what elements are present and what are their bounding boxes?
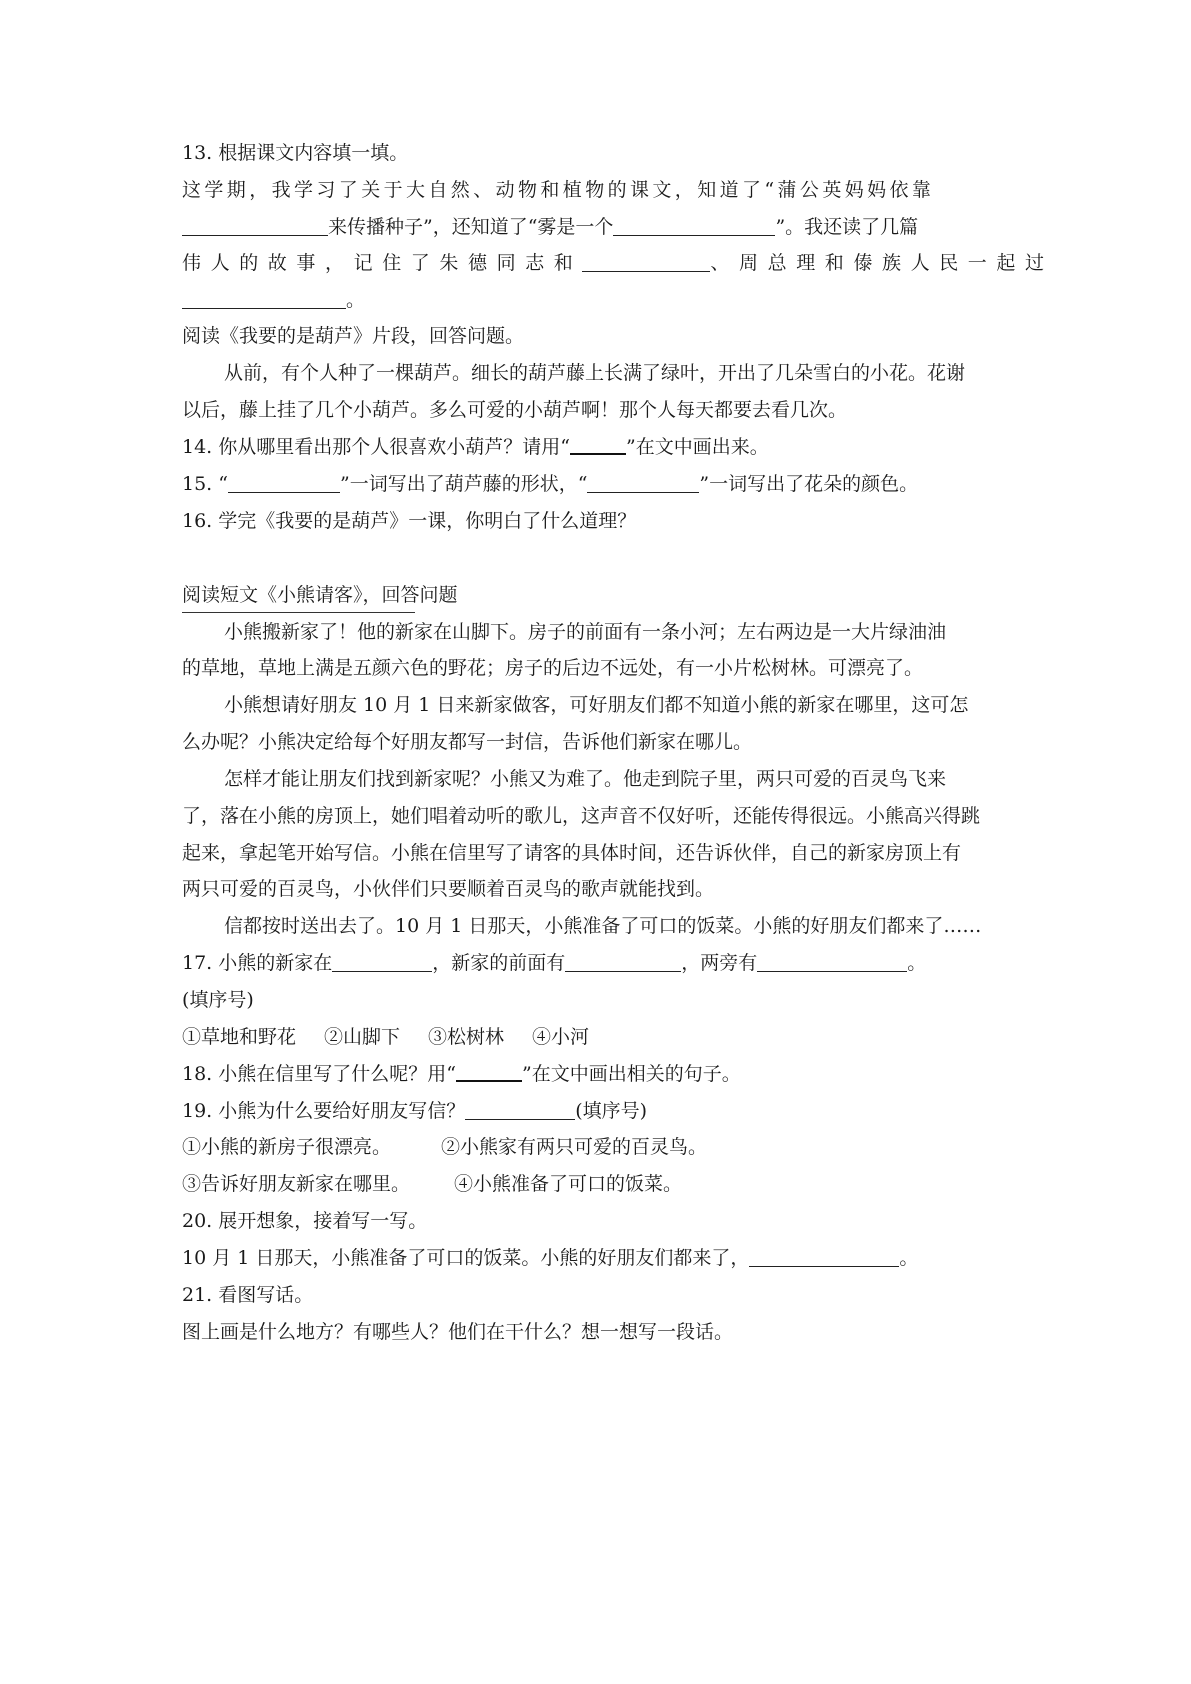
q13-line1: 这学期，我学习了关于大自然、动物和植物的课文，知道了“蒲公英妈妈依靠	[182, 179, 935, 201]
q17-text: ，新家的前面有	[432, 952, 566, 974]
q15-text: 15. “	[182, 473, 228, 495]
option: ①草地和野花	[182, 1026, 297, 1048]
q21-title: 21. 看图写话。	[182, 1284, 314, 1306]
q17-text: 。	[907, 952, 927, 974]
q14-text: ”在文中画出来。	[625, 436, 769, 458]
q15	[182, 472, 918, 496]
q13-text: ”。我还读了几篇	[775, 216, 919, 238]
q15-text: ”一词写出了葫芦藤的形状，“	[339, 473, 588, 495]
answer-blank[interactable]	[565, 953, 681, 972]
reading2-intro: 阅读短文《小熊请客》，回答问题	[182, 584, 458, 606]
q19	[182, 1099, 647, 1123]
answer-blank[interactable]	[182, 290, 346, 309]
q20-text: 。	[899, 1247, 919, 1269]
q20-line	[182, 1246, 918, 1270]
answer-blank[interactable]	[587, 474, 699, 493]
reading2-para3-cont: 两只可爱的百灵鸟，小伙伴们只要顺着百灵鸟的歌声就能找到。	[182, 878, 715, 900]
reading2-para1: 小熊搬新家了！他的新家在山脚下。房子的前面有一条小河；左右两边是一大片绿油油	[224, 621, 947, 643]
answer-blank[interactable]	[757, 953, 907, 972]
q17-text: ，两旁有	[681, 952, 758, 974]
q13-line2	[182, 215, 918, 239]
q17-hint: (填序号)	[182, 989, 254, 1011]
q18	[182, 1062, 741, 1086]
underline-sample	[456, 1062, 522, 1082]
reading1-para2: 以后，藤上挂了几个小葫芦。多么可爱的小葫芦啊！那个人每天都要去看几次。	[182, 399, 848, 421]
reading2-para2-cont: 么办呢？小熊决定给每个好朋友都写一封信，告诉他们新家在哪儿。	[182, 731, 753, 753]
q13-line4	[182, 288, 365, 312]
answer-blank[interactable]	[749, 1248, 899, 1267]
q19-text: 19. 小熊为什么要给好朋友写信？	[182, 1100, 466, 1122]
option: ②山脚下	[324, 1026, 401, 1048]
q14-text: 14. 你从哪里看出那个人很喜欢小葫芦？请用“	[182, 436, 570, 458]
q17	[182, 951, 926, 975]
underline-sample	[570, 435, 626, 455]
option: ③松树林	[428, 1026, 505, 1048]
answer-blank[interactable]	[465, 1101, 575, 1120]
q15-text: ”一词写出了花朵的颜色。	[699, 473, 919, 495]
answer-blank[interactable]	[228, 474, 340, 493]
reading2-para3: 怎样才能让朋友们找到新家呢？小熊又为难了。他走到院子里，两只可爱的百灵鸟飞来	[224, 768, 947, 790]
reading2-para2: 小熊想请好朋友 10 月 1 日来新家做客，可好朋友们都不知道小熊的新家在哪里，这可怎	[224, 694, 969, 716]
q13-text: 、周总理和傣族人民一起过	[710, 252, 1054, 274]
option: ④小河	[532, 1026, 590, 1048]
q18-text: 18. 小熊在信里写了什么呢？用“	[182, 1063, 456, 1085]
q13-text: 。	[346, 289, 366, 311]
reading2-para1-cont: 的草地，草地上满是五颜六色的野花；房子的后边不远处，有一小片松树林。可漂亮了。	[182, 657, 924, 679]
q13-line3	[182, 251, 1054, 275]
option: ②小熊家有两只可爱的百灵鸟。	[441, 1136, 708, 1158]
q13-title: 13. 根据课文内容填一填。	[182, 142, 409, 164]
q20-title: 20. 展开想象，接着写一写。	[182, 1210, 428, 1232]
q20-text: 10 月 1 日那天，小熊准备了可口的饭菜。小熊的好朋友们都来了，	[182, 1247, 750, 1269]
q19-options-row2	[182, 1172, 682, 1196]
q19-text: (填序号)	[575, 1100, 648, 1122]
q17-options	[182, 1025, 589, 1049]
q17-text: 17. 小熊的新家在	[182, 952, 333, 974]
q13-text: 来传播种子”，还知道了“雾是一个	[328, 216, 614, 238]
reading2-para3-cont: 了，落在小熊的房顶上，她们唱着动听的歌儿，这声音不仅好听，还能传得很远。小熊高兴得跳	[182, 805, 981, 827]
option: ④小熊准备了可口的饭菜。	[454, 1173, 683, 1195]
answer-blank[interactable]	[582, 253, 710, 272]
q21-text: 图上画是什么地方？有哪些人？他们在干什么？想一想写一段话。	[182, 1321, 734, 1343]
answer-blank[interactable]	[613, 217, 775, 236]
reading1-para1: 从前，有个人种了一棵葫芦。细长的葫芦藤上长满了绿叶，开出了几朵雪白的小花。花谢	[224, 362, 966, 384]
q16: 16. 学完《我要的是葫芦》一课，你明白了什么道理？	[182, 510, 637, 532]
q14	[182, 435, 769, 459]
answer-blank[interactable]	[182, 217, 328, 236]
answer-blank[interactable]	[332, 953, 432, 972]
q18-text: ”在文中画出相关的句子。	[521, 1063, 741, 1085]
option: ③告诉好朋友新家在哪里。	[182, 1173, 411, 1195]
q13-text: 伟人的故事，记住了朱德同志和	[182, 252, 583, 274]
reading1-intro: 阅读《我要的是葫芦》片段，回答问题。	[182, 325, 525, 347]
q16-answer-line[interactable]	[182, 612, 415, 613]
option: ①小熊的新房子很漂亮。	[182, 1136, 392, 1158]
q19-options-row1	[182, 1135, 707, 1159]
reading2-para4: 信都按时送出去了。10 月 1 日那天，小熊准备了可口的饭菜。小熊的好朋友们都来了……	[224, 915, 982, 937]
reading2-para3-cont: 起来，拿起笔开始写信。小熊在信里写了请客的具体时间，还告诉伙伴，自己的新家房顶上有	[182, 842, 962, 864]
